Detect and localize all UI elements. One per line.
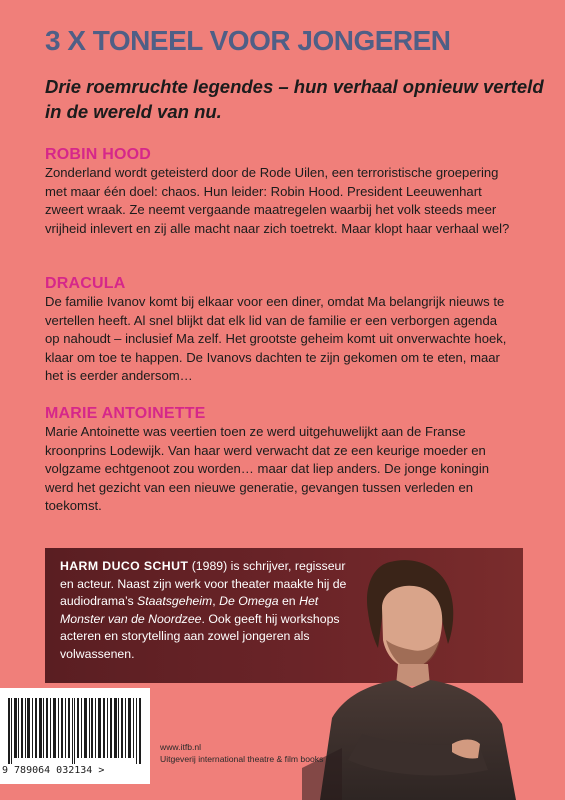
section-body-marie-antoinette: Marie Antoinette was veertien toen ze werd uitgehuwelijkt aan de Franse kroonprins Lodewijk. Van haar werd verwacht dat ze een keurige moeder en volgzame echtgenoot zou worden… maar dat liep anders. De jonge koningin werd het gezicht van een nieuwe generatie, gevangen tussen verleden en toekomst. (45, 424, 490, 514)
page-title: 3 X TONEEL VOOR JONGEREN (45, 25, 451, 56)
work-title-3: Het Monster van de Noordzee (60, 594, 319, 626)
author-name: HARM DUCO SCHUT (60, 559, 189, 573)
section-title-dracula: DRACULA (45, 275, 126, 292)
barcode-number: 9 789064 032134 > (2, 765, 105, 776)
work-title-2: De Omega (219, 594, 279, 609)
bio-sep-1: , (212, 594, 220, 609)
bio-text-2: . Ook geeft hij workshops acteren en storytelling aan zowel jongeren als volwassenen. (60, 611, 340, 661)
section-body-dracula: De familie Ivanov komt bij elkaar voor een diner, omdat Ma belangrijk nieuws te vertellen heeft. Al snel blijkt dat elk lid van de familie er een verborgen agenda op nahoudt – inclusief Ma zelf. Het grootste geheim komt uit onverwachte hoek, klaar om toe te happen. De Ivanovs dachten te zijn gekomen om te eten, maar het is eerder andersom… (45, 294, 507, 384)
section-dracula (45, 274, 515, 386)
publisher-info (160, 741, 350, 765)
work-title-1: Staatsgeheim (137, 594, 213, 609)
publisher-name: Uitgeverij international theatre & film books (160, 754, 324, 764)
barcode-bars (8, 698, 142, 764)
section-marie-antoinette (45, 404, 515, 516)
barcode (0, 688, 150, 784)
section-title-robin-hood: ROBIN HOOD (45, 146, 151, 163)
bio-sep-2: en (278, 594, 300, 609)
bio-text-1: (1989) is schrijver, regisseur en acteur. Naast zijn werk voor theater maakte hij de audiodrama’s (60, 559, 347, 609)
publisher-url[interactable]: www.itfb.nl (160, 742, 202, 752)
section-robin-hood (45, 145, 515, 238)
section-body-robin-hood: Zonderland wordt geteisterd door de Rode Uilen, een terroristische groepering met maar één doel: chaos. Hun leider: Robin Hood. President Leeuwenhart zweert wraak. Ze neemt vergaande maatregelen waarbij het volk steeds meer vrijheid inlevert en zij alle macht naar zich toetrekt. Maar klopt haar verhaal wel? (45, 165, 510, 236)
page-subtitle: Drie roemruchte legendes – hun verhaal opnieuw verteld in de wereld van nu. (45, 76, 544, 122)
section-title-marie-antoinette: MARIE ANTOINETTE (45, 405, 206, 422)
